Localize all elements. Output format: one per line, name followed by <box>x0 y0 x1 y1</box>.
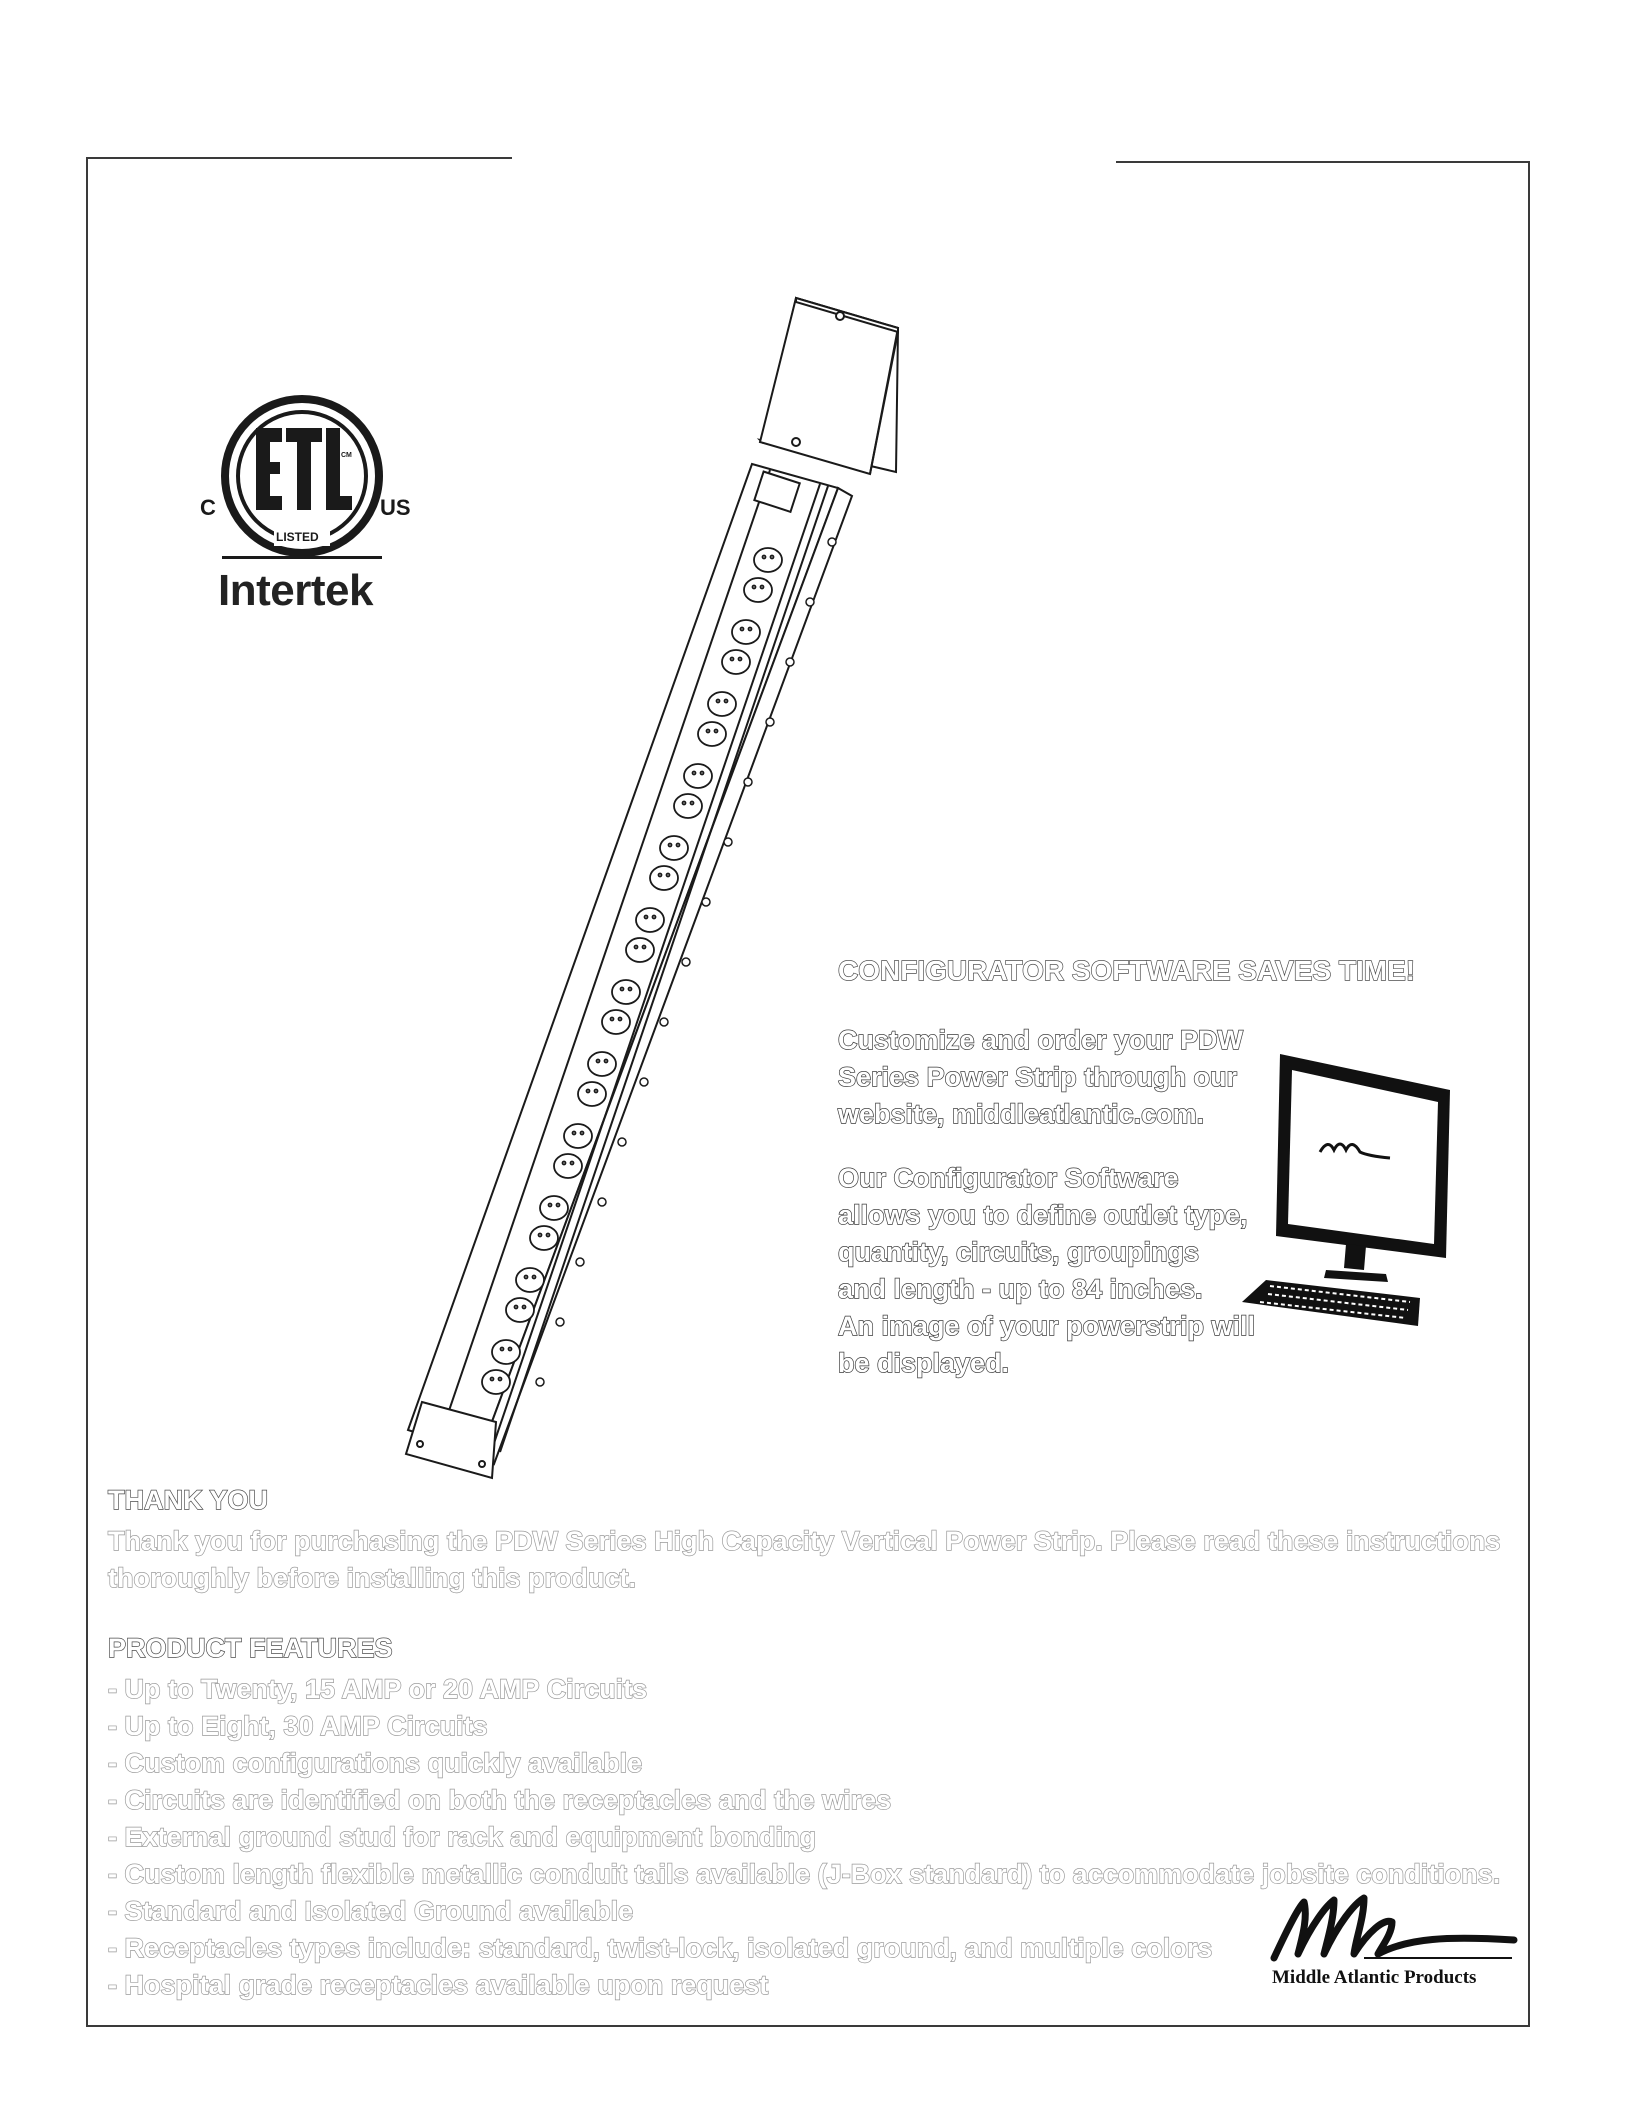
configurator-title: CONFIGURATOR SOFTWARE SAVES TIME! <box>838 955 1416 986</box>
thank-you-heading: THANK YOU <box>108 1485 269 1515</box>
frame-bottom <box>86 2025 1530 2027</box>
configurator-line: allows you to define outlet type, <box>838 1200 1248 1230</box>
etl-us-mark: US <box>380 495 411 520</box>
feature-item: - Standard and Isolated Ground available <box>108 1896 634 1926</box>
configurator-line: An image of your powerstrip will <box>838 1311 1256 1341</box>
etl-cm-text: CM <box>341 452 352 459</box>
intertek-brand: Intertek <box>218 566 373 615</box>
feature-item: - Hospital grade receptacles available upon request <box>108 1970 769 2000</box>
configurator-paragraph-2 <box>838 1160 1255 1382</box>
feature-item: - Receptacles types include: standard, twist-lock, isolated ground, and multiple colors <box>108 1933 1213 1963</box>
product-features-heading: PRODUCT FEATURES <box>108 1633 393 1663</box>
middle-atlantic-logo-icon <box>1268 1888 1518 1968</box>
configurator-line: Our Configurator Software <box>838 1163 1179 1193</box>
feature-item: - Up to Twenty, 15 AMP or 20 AMP Circuits <box>108 1674 648 1704</box>
feature-item: - Custom length flexible metallic conduit tails available (J-Box standard) to accommodate jobsite conditions. <box>108 1859 1501 1889</box>
etl-c-mark: C <box>200 495 216 520</box>
feature-item: - Circuits are identified on both the receptacles and the wires <box>108 1785 892 1815</box>
frame-left <box>86 157 88 2027</box>
etl-listed-text: LISTED <box>276 530 319 544</box>
frame-right <box>1528 161 1530 2027</box>
configurator-line: be displayed. <box>838 1348 1010 1378</box>
configurator-paragraph-1 <box>838 1022 1243 1133</box>
feature-item: - Custom configurations quickly available <box>108 1748 643 1778</box>
frame-top-right <box>1116 161 1530 163</box>
configurator-line: quantity, circuits, groupings <box>838 1237 1200 1267</box>
feature-item: - External ground stud for rack and equipment bonding <box>108 1822 817 1852</box>
computer-monitor-icon <box>1240 1048 1460 1338</box>
configurator-line: Customize and order your PDW <box>838 1025 1244 1055</box>
configurator-line: and length - up to 84 inches. <box>838 1274 1203 1304</box>
thank-you-text: Thank you for purchasing the PDW Series High Capacity Vertical Power Strip. Please read these instructions thoroughly before installing this product. <box>108 1526 1501 1593</box>
configurator-line: website, middleatlantic.com. <box>838 1099 1205 1129</box>
middle-atlantic-logo-text: Middle Atlantic Products <box>1272 1967 1477 1988</box>
frame-top-left <box>86 157 512 159</box>
configurator-line: Series Power Strip through our <box>838 1062 1238 1092</box>
etl-rule <box>222 556 382 559</box>
feature-item: - Up to Eight, 30 AMP Circuits <box>108 1711 488 1741</box>
